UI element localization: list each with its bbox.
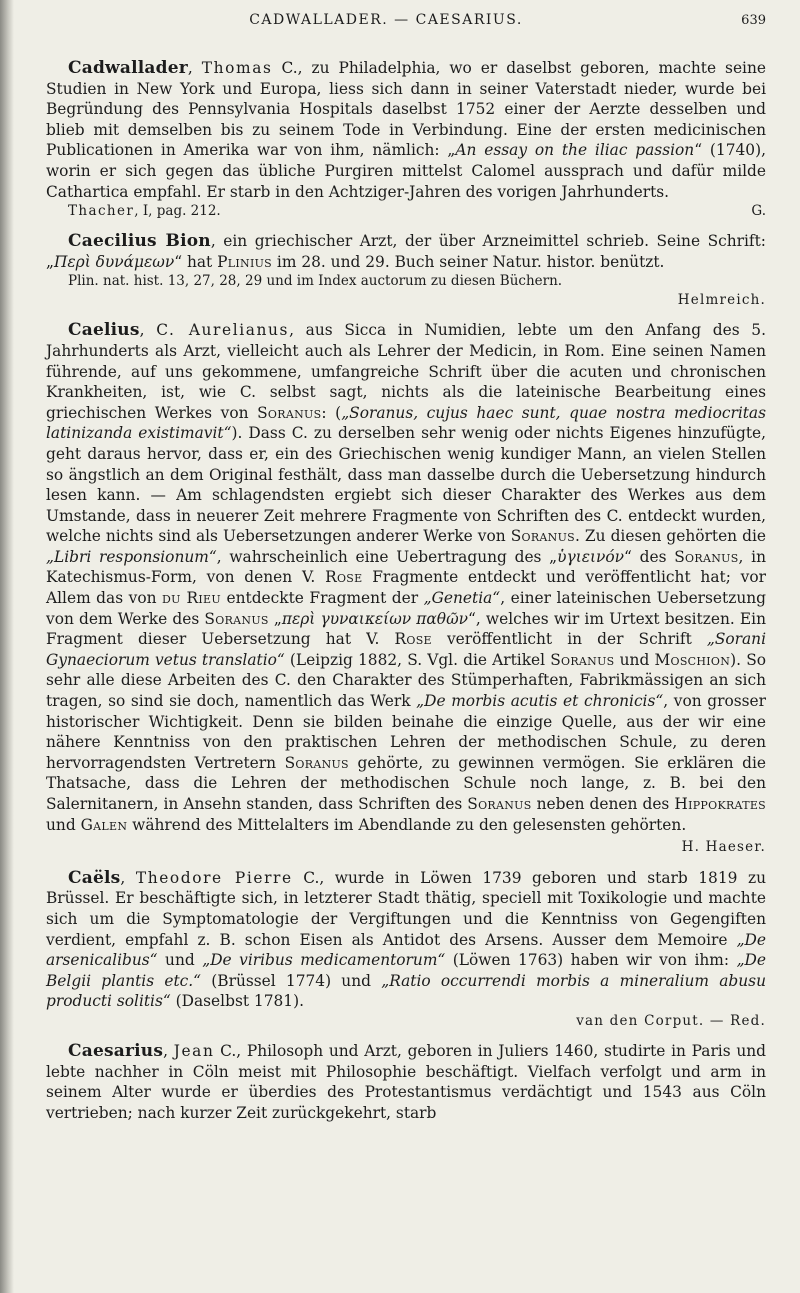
entry-body: Caëls, Theodore Pierre C., wurde in Löwen 1739 geboren und starb 1819 zu Brüssel. Er beschäftigte sich, in letzterer Stadt thätig, speciell mit Toxikologie und machte sich um die Symptomatologie der Vergiftungen und die Kenntniss von Gegengiften verdient, empfahl z. B. schon Eisen als Antidot des Arsens. Ausser dem Memoire „De arsenicalibus“ und „De viribus medicamentorum“ (Löwen 1763) haben wir von ihm: „De Belgii plantis etc.“ (Brüssel 1774) und „Ratio occurrendi morbis a mineralium abusu producti solitis“ (Daselbst 1781). <box>46 867 766 1011</box>
entry-body: Caesarius, Jean C., Philosoph und Arzt, geboren in Juliers 1460, studirte in Paris und lebte nachher in Cöln meist mit Philosophie beschäftigt. Vielfach verfolgt und arm in seinem Alter wurde er überdies des Protestantismus verdächtigt und 1543 aus Cöln vertrieben; nach kurzer Zeit zurückgekehrt, starb <box>46 1040 766 1122</box>
cited-author: Soranus <box>284 753 349 772</box>
work-title: „Ratio occurrendi morbis a mineralium abusu producti solitis“ <box>46 971 766 1011</box>
source-line: Plin. nat. hist. 13, 27, 28, 29 und im Index auctorum zu diesen Büchern. <box>68 273 563 290</box>
text: (Leipzig 1882, S. Vgl. die Artikel <box>284 650 551 669</box>
running-head-title: CADWALLADER. — CAESARIUS. <box>249 12 523 28</box>
greek-title: ὑγιεινόν <box>557 547 625 566</box>
author-signature: H. Haeser. <box>681 839 766 856</box>
text: entdeckte Fragment der <box>220 589 424 608</box>
text: C., wurde in Löwen 1739 geboren und starb 1819 zu Brüssel. Er beschäftigte sich, in letzterer Stadt thätig, speciell mit Toxikologie und machte sich um die Symptomatologie der Vergiftungen und die Kenntniss von Gegengiften verdient, empfahl z. B. schon Eisen als Antidot des Arsens. Ausser dem Memoire <box>46 868 766 949</box>
entry-caelius <box>46 320 766 857</box>
headword: Caëls <box>68 867 121 888</box>
source-author: Thacher <box>68 203 135 220</box>
text: ). So sehr alle diese Arbeiten des C. den Charakter des Stümperhaften, Fabrikmässigen an sich tragen, so sind sie doch, namentlich das Werk <box>46 650 767 711</box>
text: (Brüssel 1774) und <box>201 971 382 990</box>
text: “ des <box>624 547 675 566</box>
headword: Caesarius <box>68 1040 164 1061</box>
text: , aus Sicca in Numidien, lebte um den Anfang des 5. Jahrhunderts als Arzt, vielleicht auch als Lehrer der Medicin, in Rom. Eine seinen Namen führende, auf uns gekommene, umfangreiche Schrift über die acuten und chronischen Krankheiten, ist, wie C. selbst sagt, nichts als die lateinische Bearbeitung eines griechischen Werkes von <box>46 321 766 422</box>
text: , in Katechismus-Form, von denen V. <box>46 547 766 587</box>
text: “, welches wir im Urtext besitzen. Ein Fragment dieser Uebersetzung hat V. <box>46 609 766 649</box>
cited-author: Soranus <box>550 650 615 669</box>
book-binding-shadow <box>0 0 14 1293</box>
entry-cadwallader <box>46 58 766 221</box>
forename: Theodore Pierre <box>135 868 293 887</box>
text: , ein griechischer Arzt, der über Arzneimittel schrieb. Seine Schrift: „ <box>46 232 766 271</box>
cited-author: Hippokrates <box>674 795 766 813</box>
text: im 28. und 29. Buch seiner Natur. histor. benützt. <box>272 252 665 271</box>
cited-author: Soranus <box>674 547 739 566</box>
text: , wahrscheinlich eine Uebertragung des „ <box>216 547 558 566</box>
text: C., zu Philadelphia, wo er daselbst geboren, machte seine Studien in New York und Europa, liess sich dann in seiner Vaterstadt nieder, wurde bei Begründung des Pennsylvania Hospitals daselbst 1752 einer der Aerzte desselben und blieb mit demselben bis zu seinem Tode in Verbindung. Eine der ersten medicinischen Publicationen in Amerika war von ihm, nämlich: „ <box>46 59 766 160</box>
cited-author: Soranus <box>204 609 269 628</box>
text: : ( <box>321 403 342 422</box>
work-title: „Libri responsionum“ <box>46 547 217 566</box>
cited-author: Soranus <box>510 527 576 546</box>
author-signature: G. <box>751 203 766 220</box>
forename: C. Aurelianus <box>156 321 290 340</box>
work-title: „Genetia“ <box>423 589 501 608</box>
text: „ <box>268 609 282 628</box>
dictionary-page <box>46 12 766 1123</box>
text: (Löwen 1763) haben wir von ihm: <box>445 951 737 970</box>
work-title: „De Belgii plantis etc.“ <box>46 951 766 990</box>
text: gehörte, zu gewinnen vermögen. Sie erklären die Thatsache, dass die Lehren der methodischen Schule noch lange, z. B. bei den Salernitanern, in Ansehn standen, dass Schriften des <box>46 753 766 813</box>
author-signature: van den Corput. — Red. <box>576 1012 766 1029</box>
headword: Caecilius Bion <box>68 231 211 252</box>
entry-caesarius <box>46 1041 766 1123</box>
cited-author: Galen <box>80 815 128 834</box>
text: neben denen des <box>531 795 675 813</box>
author-signature: Helmreich. <box>677 292 766 309</box>
running-head <box>46 12 766 36</box>
cited-author: du Rieu <box>162 589 221 608</box>
text: (Daselbst 1781). <box>170 992 304 1011</box>
cited-author: Rose <box>325 568 363 587</box>
work-title: An essay on the iliac passion <box>455 141 695 160</box>
greek-title: Περὶ δυνάμεων <box>53 252 175 271</box>
forename: Jean <box>173 1041 215 1060</box>
text: ). Dass C. zu derselben sehr wenig oder nichts Eigenes hinzufügte, geht daraus hervor, dass er, ein des Griechischen wenig kundiger Mann, an vielen Stellen so ängstlich an dem Original festhält, dass man dasselbe durch die Uebersetzung hindurch lesen kann. — Am schlagendsten ergiebt sich dieser Charakter des Werkes aus dem Umstande, dass in neuerer Zeit mehrere Fragmente von Schriften des C. entdeckt wurden, welche nichts sind als Uebersetzungen anderer Werke von <box>46 424 767 546</box>
text: Fragmente entdeckt und veröffentlicht hat; vor Allem das von <box>46 568 766 608</box>
text: veröffentlicht in der Schrift <box>431 630 707 649</box>
cited-author: Rose <box>394 630 432 649</box>
forename: Thomas <box>201 59 273 77</box>
work-title: „Sorani Gynaeciorum vetus translatio“ <box>46 630 766 669</box>
quotation: „Soranus, cujus haec sunt, quae nostra mediocritas latinizanda existimavit“ <box>46 403 766 443</box>
cited-author: Soranus <box>257 403 322 422</box>
source-ref: , I, pag. 212. <box>134 203 221 220</box>
cited-author: Plinius <box>217 252 273 271</box>
text: “ hat <box>174 252 218 271</box>
cited-author: Soranus <box>467 795 532 813</box>
page-number: 639 <box>741 13 766 28</box>
text: , von grosser historischer Wichtigkeit. Denn sie bilden beinahe die einzige Quelle, aus der wir eine nähere Kenntniss von den praktischen Lehren der methodischen Schule, zu deren hervorragendsten Vertretern <box>46 692 766 772</box>
text: und <box>46 815 81 834</box>
text: und <box>614 650 655 669</box>
headword: Cadwallader <box>68 58 188 78</box>
entry-caels <box>46 868 766 1031</box>
entry-caecilius <box>46 231 766 310</box>
text: “ (1740), worin er sich gegen das übliche Purgiren mittelst Calomel aussprach und dafür milde Cathartica empfahl. Er starb in den Achtziger-Jahren des vorigen Jahrhunderts. <box>46 141 766 201</box>
greek-title: περὶ γυναικείων παθῶν <box>281 609 468 628</box>
work-title: „De morbis acutis et chronicis“ <box>416 692 664 711</box>
work-title: „De arsenicalibus“ <box>46 930 766 970</box>
entry-body: Caelius, C. Aurelianus, aus Sicca in Numidien, lebte um den Anfang des 5. Jahrhunderts als Arzt, vielleicht auch als Lehrer der Medicin, in Rom. Eine seinen Namen führende, auf uns gekommene, umfangreiche Schrift über die acuten und chronischen Krankheiten, ist, wie C. selbst sagt, nichts als die lateinische Bearbeitung eines griechischen Werkes von Soranus: („Soranus, cujus haec sunt, quae nostra mediocritas latinizanda existimavit“). Dass C. zu derselben sehr wenig oder nichts Eigenes hinzufügte, geht daraus hervor, dass er, ein des Griechischen wenig kundiger Mann, an vielen Stellen so ängstlich an dem Original festhält, dass man dasselbe durch die Uebersetzung hindurch lesen kann. — Am schlagendsten ergiebt sich dieser Charakter des Werkes aus dem Umstande, dass in neuerer Zeit mehrere Fragmente von Schriften des C. entdeckt wurden, welche nichts sind als Uebersetzungen anderer Werke von Soranus. Zu diesen gehörten die „Libri responsionum“, wahrscheinlich eine Uebertragung des „ὑγιεινόν“ des Soranus, in Katechismus-Form, von denen V. Rose Fragmente entdeckt und veröffentlicht hat; vor Allem das von du Rieu entdeckte Fragment der „Genetia“, einer lateinischen Uebersetzung von dem Werke des Soranus „περὶ γυναικείων παθῶν“, welches wir im Urtext besitzen. Ein Fragment dieser Uebersetzung hat V. Rose veröffentlicht in der Schrift „Sorani Gynaeciorum vetus translatio“ (Leipzig 1882, S. Vgl. die Artikel Soranus und Moschion). So sehr alle diese Arbeiten des C. den Charakter des Stümperhaften, Fabrikmässigen an sich tragen, so sind sie doch, namentlich das Werk „De morbis acutis et chronicis“, von grosser historischer Wichtigkeit. Denn sie bilden beinahe die einzige Quelle, aus der wir eine nähere Kenntniss von den praktischen Lehren der methodischen Schule, zu deren hervorragendsten Vertretern Soranus gehörte, zu gewinnen vermögen. Sie erklären die Thatsache, dass die Lehren der methodischen Schule noch lange, z. B. bei den Salernitanern, in Ansehn standen, dass Schriften des Soranus neben denen des Hippokrates und Galen während des Mittelalters im Abendlande zu den gelesensten gehörten. H. Haeser. <box>46 320 766 835</box>
entry-body: Cadwallader, Thomas C., zu Philadelphia, wo er daselbst geboren, machte seine Studien in New York und Europa, liess sich dann in seiner Vaterstadt nieder, wurde bei Begründung des Pennsylvania Hospitals daselbst 1752 einer der Aerzte desselben und blieb mit demselben bis zu seinem Tode in Verbindung. Eine der ersten medicinischen Publicationen in Amerika war von ihm, nämlich: „An essay on the iliac passion“ (1740), worin er sich gegen das übliche Purgiren mittelst Calomel aussprach und dafür milde Cathartica empfahl. Er starb in den Achtziger-Jahren des vorigen Jahrhunderts. <box>46 58 766 201</box>
text: , einer lateinischen Uebersetzung von dem Werke des <box>46 589 767 628</box>
work-title: „De viribus medicamentorum“ <box>202 951 446 970</box>
text: C., Philosoph und Arzt, geboren in Juliers 1460, studirte in Paris und lebte nachher in Cöln meist mit Philosophie beschäftigt. Vielfach verfolgt und arm in seinem Alter wurde er überdies des Protestantismus verdächtigt und 1543 aus Cöln vertrieben; nach kurzer Zeit zurückgekehrt, starb <box>46 1041 766 1122</box>
text: . Zu diesen gehörten die <box>575 527 766 546</box>
text: und <box>157 951 203 970</box>
source-line <box>68 202 766 221</box>
headword: Caelius <box>68 320 140 341</box>
cited-author: Moschion <box>654 650 731 669</box>
entry-body <box>46 231 766 272</box>
text: während des Mittelalters im Abendlande zu den gelesensten gehörten. <box>127 815 687 834</box>
